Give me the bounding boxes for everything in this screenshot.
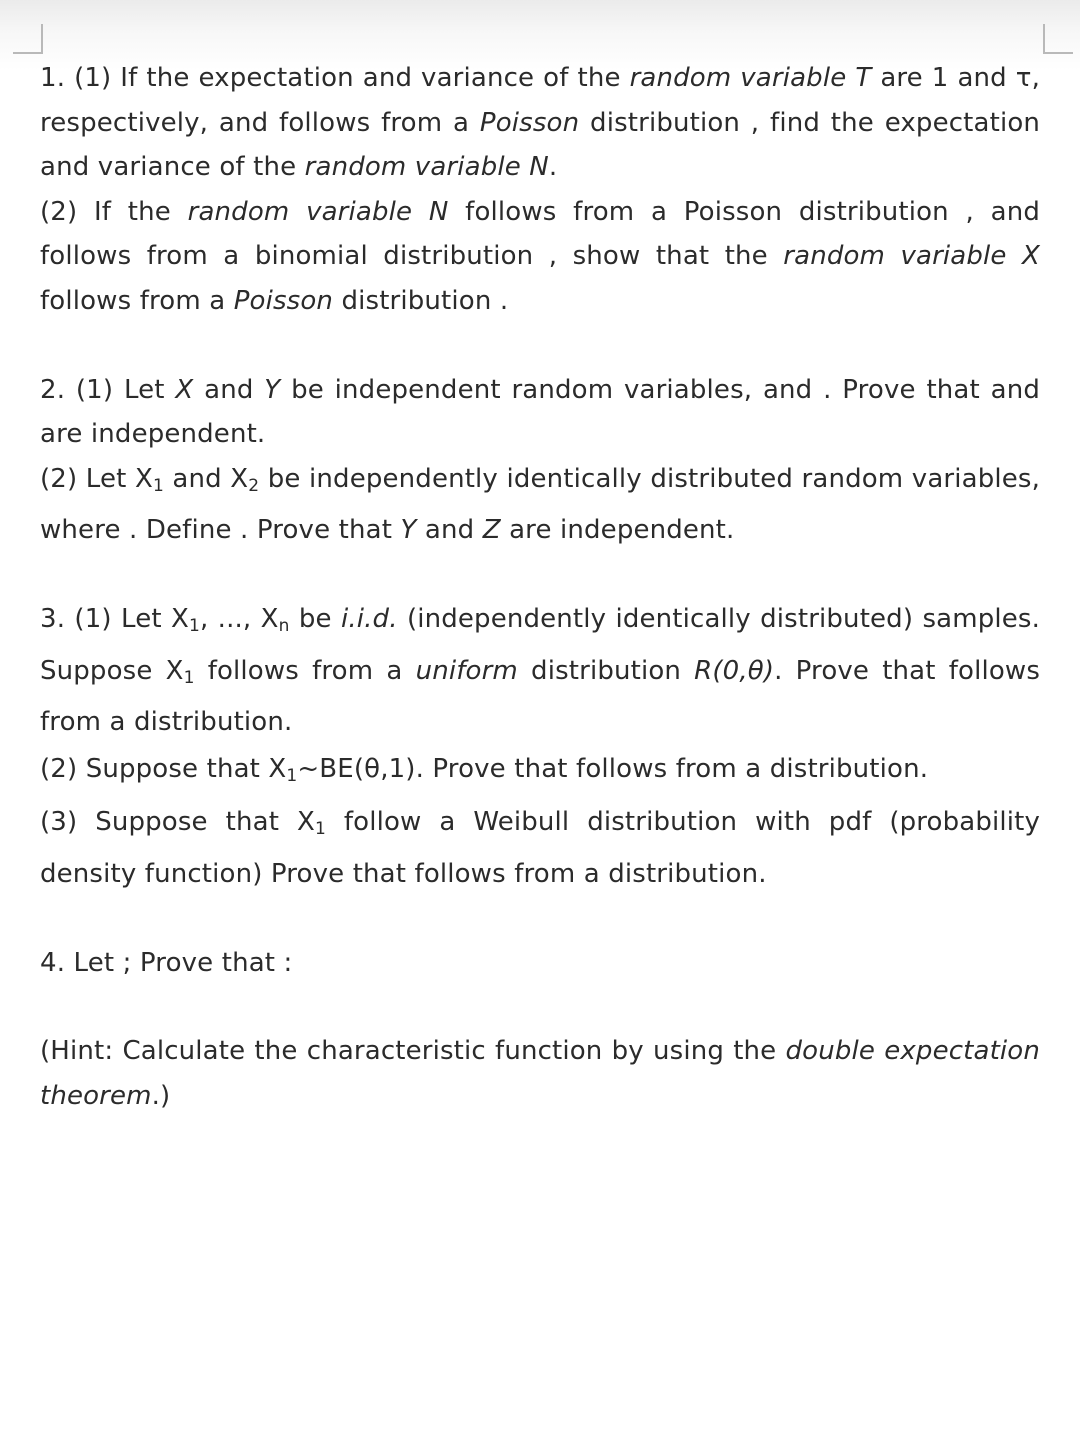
q3-part1: 3. (1) Let $X_1$, ..., $X_n$ be i.i.d. (independently identically distributed) samples. Suppose $X_1$ follows from a uniform distribution R(0,θ). Prove that follows from a distribution. [40,603,1041,738]
q1-part1: 1. (1) If the expectation and variance of the random variable T are 1 and τ, respectively, and follows from a Poisson distribution , find the expectation and variance of the random variable N. [40,63,1040,183]
document-page [40,56,1040,1118]
q4: 4. Let ; Prove that : [40,947,293,978]
q1-part2: (2) If the random variable N follows from a Poisson distribution , and follows from a binomial distribution , show that the random variable X follows from a Poisson distribution . [40,196,1041,316]
q2-part2: (2) Let $X_1$ and $X_2$ be independently identically distributed random variables, where . Define . Prove that Y and Z are independent. [40,463,1040,546]
q3-part3: (3) Suppose that $X_1$ follow a Weibull distribution with pdf (probability density function) Prove that follows from a distribution. [40,807,1041,889]
q3-part2: (2) Suppose that $X_1\sim BE(\theta,1)$. Prove that follows from a distribution. [40,753,929,786]
crop-mark-top-right [1043,24,1073,54]
crop-mark-top-left [13,24,43,54]
hint: (Hint: Calculate the characteristic function by using the double expectation theorem.) [40,1036,1040,1111]
q2-part1: 2. (1) Let X and Y be independent random variables, and . Prove that and are independent. [40,374,1040,450]
